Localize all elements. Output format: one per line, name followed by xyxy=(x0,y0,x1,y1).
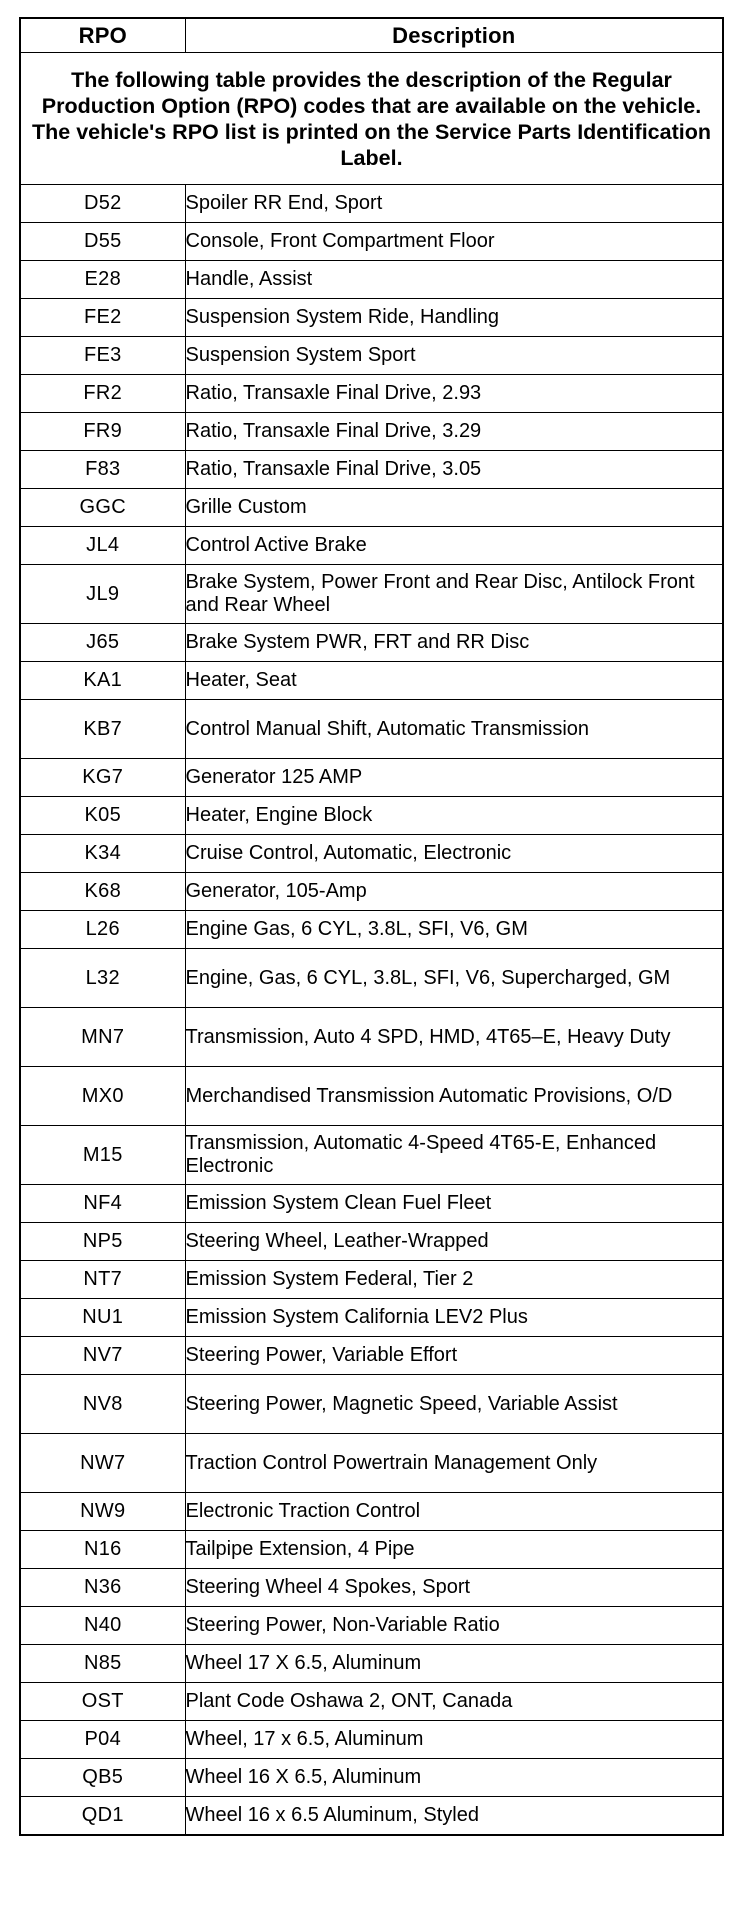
table-row xyxy=(20,873,723,911)
rpo-description-cell: Brake System, Power Front and Rear Disc, Antilock Front and Rear Wheel xyxy=(185,565,723,624)
rpo-code-cell: KA1 xyxy=(20,662,185,700)
rpo-description-cell: Steering Power, Variable Effort xyxy=(185,1337,723,1375)
intro-text: The following table provides the description of the Regular Production Option (RPO) codes that are available on the vehicle. The vehicle's RPO list is printed on the Service Parts Identification Label. xyxy=(20,53,723,185)
table-row xyxy=(20,1493,723,1531)
rpo-table xyxy=(19,17,724,1836)
rpo-description-cell: Console, Front Compartment Floor xyxy=(185,223,723,261)
table-row xyxy=(20,1531,723,1569)
rpo-code-cell: K68 xyxy=(20,873,185,911)
rpo-code-cell: NW7 xyxy=(20,1434,185,1493)
rpo-code-cell: JL4 xyxy=(20,527,185,565)
table-row xyxy=(20,624,723,662)
table-row xyxy=(20,911,723,949)
rpo-table-container xyxy=(19,17,722,1836)
rpo-code-cell: QD1 xyxy=(20,1797,185,1836)
rpo-code-cell: M15 xyxy=(20,1126,185,1185)
rpo-code-cell: FE3 xyxy=(20,337,185,375)
rpo-description-cell: Wheel 17 X 6.5, Aluminum xyxy=(185,1645,723,1683)
rpo-description-cell: Steering Power, Non-Variable Ratio xyxy=(185,1607,723,1645)
rpo-description-cell: Handle, Assist xyxy=(185,261,723,299)
rpo-code-cell: N36 xyxy=(20,1569,185,1607)
rpo-code-cell: NV7 xyxy=(20,1337,185,1375)
rpo-description-cell: Merchandised Transmission Automatic Provisions, O/D xyxy=(185,1067,723,1126)
table-row xyxy=(20,1375,723,1434)
table-row xyxy=(20,797,723,835)
table-row xyxy=(20,1434,723,1493)
rpo-code-cell: NU1 xyxy=(20,1299,185,1337)
table-row xyxy=(20,489,723,527)
rpo-description-cell: Generator 125 AMP xyxy=(185,759,723,797)
rpo-code-cell: MX0 xyxy=(20,1067,185,1126)
rpo-code-cell: NT7 xyxy=(20,1261,185,1299)
table-row xyxy=(20,413,723,451)
rpo-description-cell: Spoiler RR End, Sport xyxy=(185,185,723,223)
rpo-description-cell: Grille Custom xyxy=(185,489,723,527)
rpo-description-cell: Brake System PWR, FRT and RR Disc xyxy=(185,624,723,662)
rpo-code-cell: NP5 xyxy=(20,1223,185,1261)
table-row xyxy=(20,1261,723,1299)
rpo-description-cell: Engine Gas, 6 CYL, 3.8L, SFI, V6, GM xyxy=(185,911,723,949)
table-row xyxy=(20,1223,723,1261)
table-row xyxy=(20,1337,723,1375)
rpo-description-cell: Heater, Seat xyxy=(185,662,723,700)
rpo-description-cell: Electronic Traction Control xyxy=(185,1493,723,1531)
rpo-code-cell: KG7 xyxy=(20,759,185,797)
table-row xyxy=(20,565,723,624)
table-row xyxy=(20,662,723,700)
rpo-description-cell: Steering Wheel, Leather-Wrapped xyxy=(185,1223,723,1261)
table-row xyxy=(20,185,723,223)
rpo-description-cell: Ratio, Transaxle Final Drive, 3.05 xyxy=(185,451,723,489)
table-row xyxy=(20,1185,723,1223)
rpo-code-cell: N85 xyxy=(20,1645,185,1683)
rpo-description-cell: Wheel 16 X 6.5, Aluminum xyxy=(185,1759,723,1797)
rpo-description-cell: Steering Wheel 4 Spokes, Sport xyxy=(185,1569,723,1607)
table-row xyxy=(20,223,723,261)
rpo-code-cell: NV8 xyxy=(20,1375,185,1434)
rpo-code-cell: MN7 xyxy=(20,1008,185,1067)
table-row xyxy=(20,1126,723,1185)
rpo-code-cell: JL9 xyxy=(20,565,185,624)
rpo-code-cell: NF4 xyxy=(20,1185,185,1223)
table-row xyxy=(20,1721,723,1759)
rpo-code-cell: J65 xyxy=(20,624,185,662)
table-row xyxy=(20,1645,723,1683)
rpo-description-cell: Emission System California LEV2 Plus xyxy=(185,1299,723,1337)
rpo-description-cell: Traction Control Powertrain Management Only xyxy=(185,1434,723,1493)
description-column-header: Description xyxy=(185,18,723,53)
rpo-column-header: RPO xyxy=(20,18,185,53)
rpo-description-cell: Steering Power, Magnetic Speed, Variable Assist xyxy=(185,1375,723,1434)
table-row xyxy=(20,527,723,565)
table-row xyxy=(20,299,723,337)
table-row xyxy=(20,1067,723,1126)
rpo-code-cell: F83 xyxy=(20,451,185,489)
rpo-code-cell: D52 xyxy=(20,185,185,223)
table-row xyxy=(20,1299,723,1337)
rpo-code-cell: L26 xyxy=(20,911,185,949)
rpo-description-cell: Tailpipe Extension, 4 Pipe xyxy=(185,1531,723,1569)
rpo-code-cell: L32 xyxy=(20,949,185,1008)
table-row xyxy=(20,1569,723,1607)
rpo-description-cell: Wheel 16 x 6.5 Aluminum, Styled xyxy=(185,1797,723,1836)
rpo-description-cell: Plant Code Oshawa 2, ONT, Canada xyxy=(185,1683,723,1721)
rpo-description-cell: Control Manual Shift, Automatic Transmission xyxy=(185,700,723,759)
rpo-code-cell: NW9 xyxy=(20,1493,185,1531)
table-row xyxy=(20,375,723,413)
rpo-table-body xyxy=(20,53,723,1836)
rpo-code-cell: KB7 xyxy=(20,700,185,759)
rpo-description-cell: Emission System Federal, Tier 2 xyxy=(185,1261,723,1299)
table-row xyxy=(20,1607,723,1645)
rpo-code-cell: GGC xyxy=(20,489,185,527)
table-row xyxy=(20,949,723,1008)
table-row xyxy=(20,700,723,759)
rpo-code-cell: P04 xyxy=(20,1721,185,1759)
table-row xyxy=(20,1008,723,1067)
rpo-code-cell: E28 xyxy=(20,261,185,299)
rpo-code-cell: FE2 xyxy=(20,299,185,337)
rpo-code-cell: D55 xyxy=(20,223,185,261)
intro-row xyxy=(20,53,723,185)
rpo-description-cell: Suspension System Ride, Handling xyxy=(185,299,723,337)
rpo-description-cell: Ratio, Transaxle Final Drive, 2.93 xyxy=(185,375,723,413)
table-row xyxy=(20,451,723,489)
rpo-code-cell: FR9 xyxy=(20,413,185,451)
rpo-description-cell: Heater, Engine Block xyxy=(185,797,723,835)
table-row xyxy=(20,1797,723,1836)
rpo-code-cell: FR2 xyxy=(20,375,185,413)
rpo-code-cell: N40 xyxy=(20,1607,185,1645)
table-row xyxy=(20,337,723,375)
rpo-code-cell: K34 xyxy=(20,835,185,873)
rpo-code-cell: QB5 xyxy=(20,1759,185,1797)
rpo-code-cell: N16 xyxy=(20,1531,185,1569)
table-row xyxy=(20,759,723,797)
rpo-description-cell: Ratio, Transaxle Final Drive, 3.29 xyxy=(185,413,723,451)
rpo-description-cell: Suspension System Sport xyxy=(185,337,723,375)
rpo-description-cell: Generator, 105-Amp xyxy=(185,873,723,911)
table-row xyxy=(20,261,723,299)
rpo-description-cell: Transmission, Auto 4 SPD, HMD, 4T65–E, Heavy Duty xyxy=(185,1008,723,1067)
rpo-description-cell: Wheel, 17 x 6.5, Aluminum xyxy=(185,1721,723,1759)
rpo-description-cell: Cruise Control, Automatic, Electronic xyxy=(185,835,723,873)
table-row xyxy=(20,1759,723,1797)
table-row xyxy=(20,1683,723,1721)
rpo-description-cell: Emission System Clean Fuel Fleet xyxy=(185,1185,723,1223)
header-row xyxy=(20,18,723,53)
rpo-description-cell: Control Active Brake xyxy=(185,527,723,565)
rpo-code-cell: K05 xyxy=(20,797,185,835)
rpo-code-cell: OST xyxy=(20,1683,185,1721)
rpo-description-cell: Transmission, Automatic 4-Speed 4T65-E, Enhanced Electronic xyxy=(185,1126,723,1185)
rpo-description-cell: Engine, Gas, 6 CYL, 3.8L, SFI, V6, Supercharged, GM xyxy=(185,949,723,1008)
table-row xyxy=(20,835,723,873)
